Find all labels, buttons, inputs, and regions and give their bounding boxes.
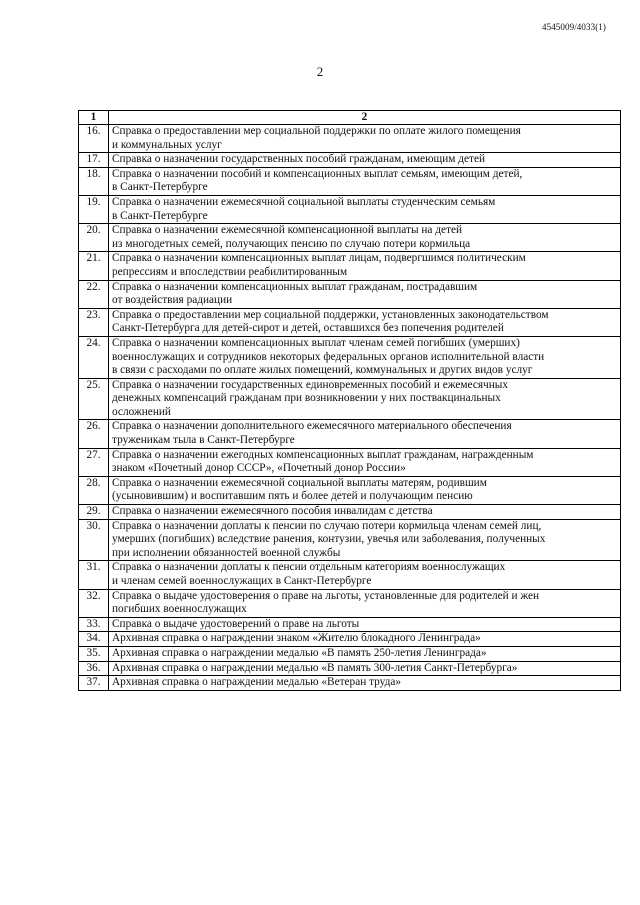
table-header-row [79,111,621,125]
row-text: Справка о предоставлении мер социальной поддержки по оплате жилого помещения и коммунальных услуг [109,125,621,153]
row-text: Справка о назначении государственных единовременных пособий и ежемесячных денежных компенсаций гражданам при возникновении у них поствакцинальных осложнений [109,378,621,420]
row-number: 28. [79,476,109,504]
table-row [79,646,621,661]
table-row [79,420,621,448]
table-row [79,589,621,617]
row-number: 25. [79,378,109,420]
row-number: 22. [79,280,109,308]
table-row [79,125,621,153]
row-number: 35. [79,646,109,661]
row-number: 29. [79,505,109,520]
page-number: 2 [316,64,324,79]
table-row [79,280,621,308]
row-number: 37. [79,676,109,691]
table-row [79,561,621,589]
table-row [79,195,621,223]
row-text: Справка о назначении компенсационных выплат гражданам, пострадавшим от воздействия радиации [109,280,621,308]
row-text: Справка о выдаче удостоверений о праве на льготы [109,617,621,632]
row-text: Справка о назначении компенсационных выплат лицам, подвергшимся политическим репрессиям и впоследствии реабилитированным [109,252,621,280]
table-row [79,505,621,520]
row-number: 27. [79,448,109,476]
table-row [79,336,621,378]
row-number: 21. [79,252,109,280]
row-text: Справка о предоставлении мер социальной поддержки, установленных законодательством Санкт-Петербурга для детей-сирот и детей, оставшихся без попечения родителей [109,308,621,336]
row-number: 33. [79,617,109,632]
row-text: Справка о назначении ежемесячной социальной выплаты матерям, родившим (усыновившим) и воспитавшим пять и более детей и получающим пенсию [109,476,621,504]
row-number: 34. [79,632,109,647]
column-header-number: 1 [79,111,109,125]
table-row [79,448,621,476]
row-number: 36. [79,661,109,676]
table-row [79,632,621,647]
table-row [79,252,621,280]
table-row [79,378,621,420]
table-row [79,676,621,691]
row-number: 23. [79,308,109,336]
row-number: 31. [79,561,109,589]
table-row [79,661,621,676]
row-text: Справка о назначении компенсационных выплат членам семей погибших (умерших) военнослужащих и сотрудников некоторых федеральных органов исполнительной власти в связи с расходами по оплате жилых помещений, коммунальных и других видов услуг [109,336,621,378]
table-body [79,125,621,691]
table-row [79,617,621,632]
row-text: Справка о назначении доплаты к пенсии отдельным категориям военнослужащих и членам семей военнослужащих в Санкт-Петербурге [109,561,621,589]
row-text: Справка о выдаче удостоверения о праве на льготы, установленные для родителей и жен погибших военнослужащих [109,589,621,617]
row-number: 17. [79,153,109,168]
row-number: 30. [79,519,109,561]
table-row [79,476,621,504]
row-number: 16. [79,125,109,153]
row-text: Архивная справка о награждении медалью «Ветеран труда» [109,676,621,691]
services-table [78,110,621,691]
row-text: Архивная справка о награждении знаком «Жителю блокадного Ленинграда» [109,632,621,647]
row-text: Справка о назначении дополнительного ежемесячного материального обеспечения труженикам тыла в Санкт-Петербурге [109,420,621,448]
row-text: Архивная справка о награждении медалью «В память 250-летия Ленинграда» [109,646,621,661]
row-text: Справка о назначении ежегодных компенсационных выплат гражданам, награжденным знаком «Почетный донор СССР», «Почетный донор России» [109,448,621,476]
row-number: 32. [79,589,109,617]
row-number: 18. [79,167,109,195]
table-row [79,308,621,336]
table-row [79,519,621,561]
row-text: Архивная справка о награждении медалью «В память 300-летия Санкт-Петербурга» [109,661,621,676]
table-row [79,167,621,195]
row-text: Справка о назначении ежемесячного пособия инвалидам с детства [109,505,621,520]
row-text: Справка о назначении ежемесячной социальной выплаты студенческим семьям в Санкт-Петербурге [109,195,621,223]
row-text: Справка о назначении пособий и компенсационных выплат семьям, имеющим детей, в Санкт-Петербурге [109,167,621,195]
column-header-name: 2 [109,111,621,125]
row-text: Справка о назначении ежемесячной компенсационной выплаты на детей из многодетных семей, получающих пенсию по случаю потери кормильца [109,224,621,252]
table-row [79,153,621,168]
row-number: 19. [79,195,109,223]
row-text: Справка о назначении государственных пособий гражданам, имеющим детей [109,153,621,168]
row-text: Справка о назначении доплаты к пенсии по случаю потери кормильца членам семей лиц, умерших (погибших) вследствие ранения, контузии, увечья или заболевания, полученных при исполнении обязанностей военной службы [109,519,621,561]
document-id: 4545009/4033(1) [542,22,606,32]
row-number: 20. [79,224,109,252]
table-row [79,224,621,252]
row-number: 26. [79,420,109,448]
row-number: 24. [79,336,109,378]
